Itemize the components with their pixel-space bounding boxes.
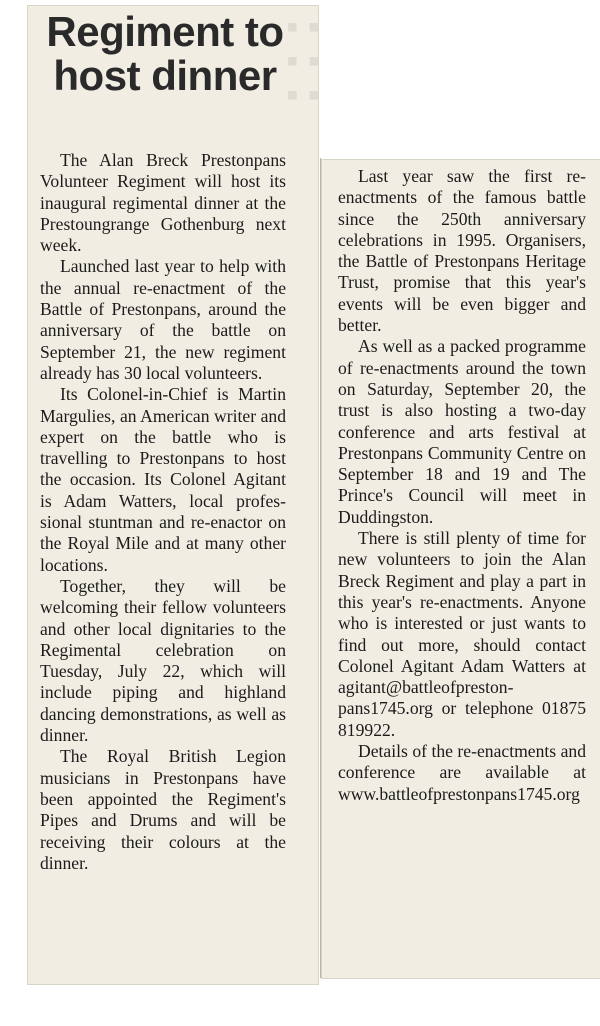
paragraph: Last year saw the first reenactments of the famous battle since the 250th anniversary celebrations in 1995. Organisers, the Battle of Prestonpans Heritage Trust, promise that this year's events will be even bigger and better.: [338, 166, 586, 336]
right-column: [338, 166, 586, 805]
paragraph: Together, they will be welcoming their fellow volunteers and other local dignitaries to the Regimental celebration on Tuesday, July 22, which will include piping and highland dancing demonstrations, as well as dinner.: [40, 575, 286, 746]
paragraph: Its Colonel-in-Chief is Martin Margulies, an American writer and expert on the battle who is travelling to Prestonpans to host the occasion. Its Colonel Agitant is Adam Watters, local professional stuntman and re-enactor on the Royal Mile and at many other locations.: [40, 384, 286, 575]
article-headline: Regiment to host dinner: [46, 8, 284, 99]
paragraph: Details of the re-enactments and conference are available at www.battleofprestonpans1745.org: [338, 741, 586, 804]
paragraph: Launched last year to help with the annual re-enactment of the Battle of Prestonpans, around the anniversary of the battle on September 21, the new regiment already has 30 local volunteers.: [40, 256, 286, 383]
column-divider: [320, 158, 321, 978]
paragraph: As well as a packed programme of re-enactments around the town on Saturday, September 20, the trust is also hosting a two-day conference and arts festival at Prestonpans Community Centre on September 18 and 19 and The Prince's Council will meet in Duddingston.: [338, 336, 586, 527]
paragraph: There is still plenty of time for new volunteers to join the Alan Breck Regiment and play a part in this year's re-enactments. Anyone who is interested or just wants to find out more, should contact Colonel Agitant Adam Watters at agitant@battleofprestonpans1745.org or telephone 01875 819922.: [338, 528, 586, 740]
paragraph: The Alan Breck Prestonpans Volunteer Regiment will host its inaugural regimental dinner at the Prestoungrange Gothenburg next week.: [40, 150, 286, 256]
left-column: [40, 150, 286, 874]
paragraph: The Royal British Legion musicians in Prestonpans have been appointed the Regiment's Pipes and Drums and will be receiving their colours at the dinner.: [40, 746, 286, 873]
bleed-through-text: ▪ ▪ ▪ ▪ ▪ ▪: [286, 8, 320, 114]
